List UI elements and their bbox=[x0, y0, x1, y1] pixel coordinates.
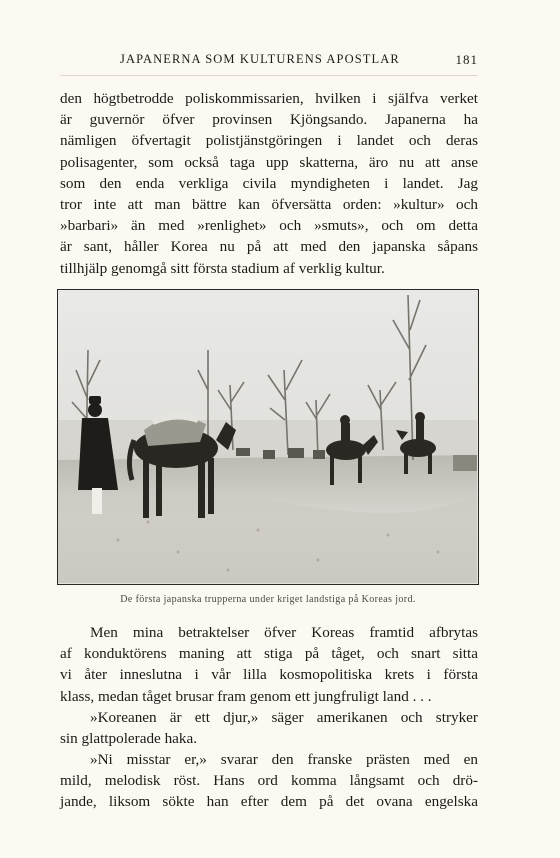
running-header bbox=[60, 52, 478, 72]
paragraph-2 bbox=[60, 622, 478, 707]
text-line: Men mina betraktelser öfver Koreas framtid afbrytas bbox=[90, 624, 478, 641]
photo-illustration bbox=[58, 290, 477, 583]
figure-caption: De första japanska trupperna under kriget landstiga på Koreas jord. bbox=[120, 594, 416, 605]
page-number: 181 bbox=[455, 52, 478, 67]
text-line: af konduktörens maning att stiga på tåget, och snart sitta bbox=[60, 645, 478, 663]
text-line: tillhjälp genomgå sitt första stadium af verklig kultur. bbox=[60, 259, 385, 277]
text-line: den högtbetrodde poliskommissarien, hvilken i själfva verket bbox=[60, 90, 478, 107]
text-line: som den enda verkliga civila myndigheten i landet. Jag bbox=[60, 174, 478, 192]
text-line: nämligen öfvertagit polistjänstgöringen i landet och deras bbox=[60, 132, 478, 150]
text-line: klass, medan tåget brusar fram genom ett jungfruligt land . . . bbox=[60, 687, 432, 705]
header-rule bbox=[60, 75, 478, 76]
paragraph-4 bbox=[60, 749, 478, 813]
text-line: är guvernör öfver provinsen Kjöngsando. Japanerna ha bbox=[60, 111, 478, 129]
text-line: tror inte att man bättre kan öfversätta orden: »kultur» och bbox=[60, 196, 478, 214]
text-line: jande, liksom sökte han efter dem på det ovana engelska bbox=[60, 793, 478, 811]
text-line: vi åter inneslutna i vår lilla kosmopolitiska krets i första bbox=[60, 666, 478, 684]
text-line: är sant, håller Korea nu på att med den japanska såpans bbox=[60, 238, 478, 256]
text-line: mild, melodisk röst. Hans ord komma långsamt och drö- bbox=[60, 772, 478, 790]
text-line: sin glattpolerade haka. bbox=[60, 730, 198, 748]
text-line: »barbari» än med »renlighet» och »smuts», och om detta bbox=[60, 217, 478, 235]
running-title: JAPANERNA SOM KULTURENS APOSTLAR bbox=[120, 52, 400, 66]
paragraph-1 bbox=[60, 88, 478, 279]
paragraph-3 bbox=[60, 707, 478, 749]
text-line: »Ni misstar er,» svarar den franske prästen med en bbox=[90, 751, 478, 768]
text-line: polisagenter, som också taga upp skatterna, äro nu att anse bbox=[60, 153, 478, 171]
text-line: »Koreanen är ett djur,» säger amerikanen och stryker bbox=[90, 709, 478, 726]
photograph-troops-landing bbox=[57, 289, 479, 585]
